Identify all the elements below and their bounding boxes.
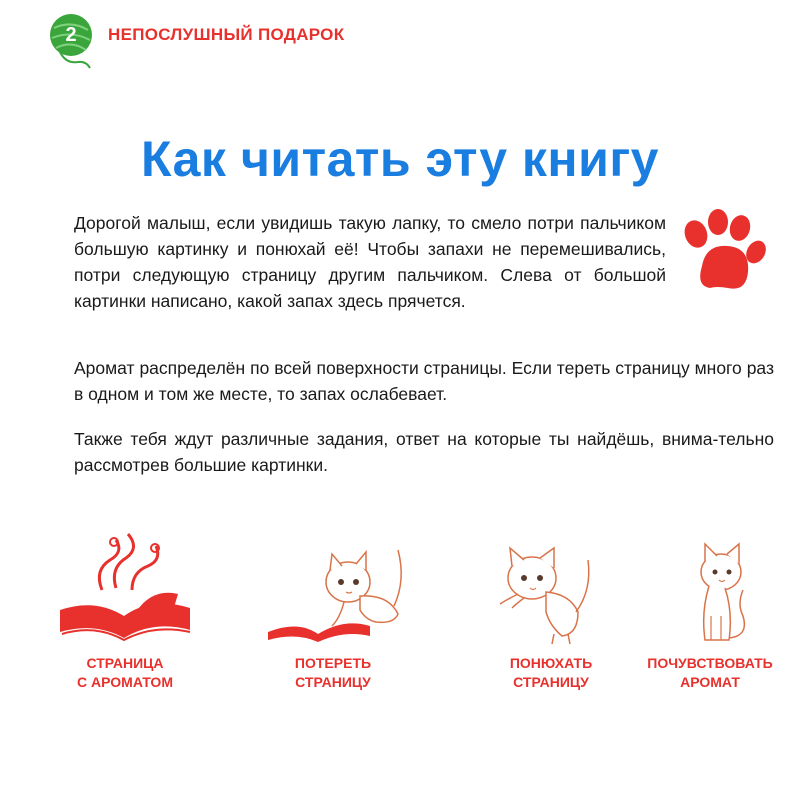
legend-item-rub-page xyxy=(248,520,418,700)
legend-label-line2: СТРАНИЦУ xyxy=(295,674,371,690)
page-header xyxy=(48,10,344,60)
paw-icon xyxy=(676,206,772,302)
intro-paragraph: Дорогой малыш, если увидишь такую лапку, то смело потри пальчиком большую картинку и понюхай её! Чтобы запахи не перемешивались, потри следующую страницу другим пальчиком. Слева от большой картинки написано, какой запах здесь прячется. xyxy=(74,213,666,311)
kitten-rubbing-book-icon xyxy=(248,520,418,650)
legend-label-line1: ПОТЕРЕТЬ xyxy=(294,655,372,671)
legend-label-line1: ПОНЮХАТЬ xyxy=(509,655,593,671)
section-title: НЕПОСЛУШНЫЙ ПОДАРОК xyxy=(108,25,345,44)
aroma-paragraph: Аромат распределён по всей поверхности страницы. Если тереть страницу много раз в одном и том же месте, то запах ослабевает. xyxy=(74,358,774,404)
legend-label-line1: СТРАНИЦА xyxy=(86,655,164,671)
legend-label-line2: СТРАНИЦУ xyxy=(513,674,589,690)
page-title: Как читать эту книгу xyxy=(140,131,659,187)
legend-item-scented-page xyxy=(40,520,210,700)
kitten-sniffing-icon xyxy=(466,520,636,650)
legend-item-feel-aroma xyxy=(625,520,795,700)
legend-label-line2: АРОМАТ xyxy=(680,674,740,690)
legend-item-sniff-page xyxy=(466,520,636,700)
legend-label-line2: С АРОМАТОМ xyxy=(77,674,173,690)
tasks-paragraph: Также тебя ждут различные задания, ответ на которые ты найдёшь, внима-тельно рассмотрев большие картинки. xyxy=(74,429,774,475)
kitten-sitting-icon xyxy=(625,520,795,650)
scented-book-icon xyxy=(40,520,210,650)
legend-label-line1: ПОЧУВСТВОВАТЬ xyxy=(647,655,773,671)
yarn-ball-icon xyxy=(48,12,94,58)
page-number: 2 xyxy=(65,24,77,46)
